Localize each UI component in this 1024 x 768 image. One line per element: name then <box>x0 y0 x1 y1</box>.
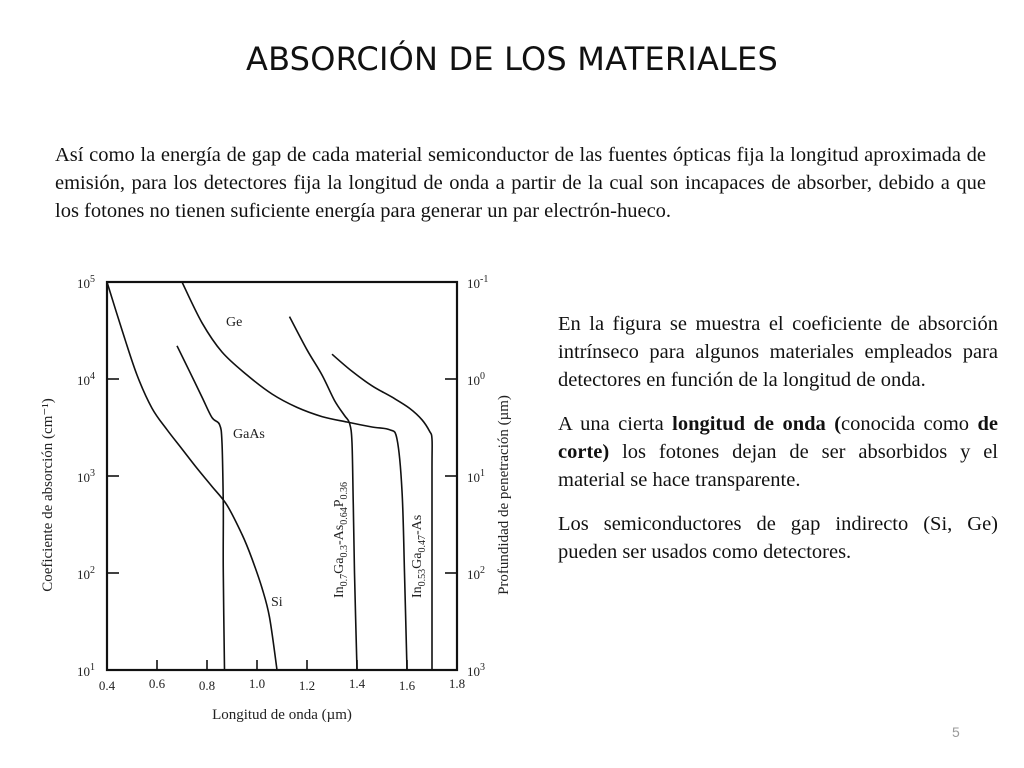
y-axis-label-right: Profundidad de penetración (µm) <box>496 395 512 595</box>
curve-labels <box>226 315 428 610</box>
plot-frame <box>107 282 457 670</box>
indirect-gap-note: Los semiconductores de gap indirecto (Si, Ge) pueden ser usados como detectores. <box>558 513 998 563</box>
bold-wavelength: longitud de onda ( <box>672 413 842 435</box>
label-ge: Ge <box>226 315 243 330</box>
x-tick-label: 1.4 <box>348 676 366 691</box>
x-tick-label: 0.6 <box>148 676 166 691</box>
intro-paragraph: Así como la energía de gap de cada material semiconductor de las fuentes ópticas fija la longitud aproximada de emisión, para los detectores fija la longitud de onda a partir de la cual son incapaces de absorber, debido a que los fotones no tienen suficiente energía para generar un par electrón-hueco. <box>55 144 986 222</box>
y-tick-label-left: $10^2$ <box>77 565 95 582</box>
y-axis-label-left: Coeficiente de absorción (cm⁻¹) <box>40 398 56 592</box>
label-in0-53ga0-47as: $In_{0.53}Ga_{0.47}-As$ <box>410 514 428 598</box>
x-tick-label: 1.2 <box>298 678 316 693</box>
label-in0-7ga0-3as0-64p0-36: $In_{0.7}Ga_{0.3}-As_{0.64}P_{0.36}$ <box>332 481 350 598</box>
y-tick-label-left: $10^4$ <box>77 371 95 388</box>
figure-description: En la figura se muestra el coeficiente de absorción intrínseco para algunos materiales empleados para detectores en función de la longitud de onda. <box>558 313 998 391</box>
x-tick-label: 1.6 <box>398 678 416 693</box>
curve-gaas <box>177 346 225 670</box>
curves <box>107 282 432 670</box>
y-tick-label-right: $10^0$ <box>467 371 485 388</box>
y-tick-label-left: $10^1$ <box>77 662 95 679</box>
x-axis-ticks <box>99 660 465 693</box>
y-tick-label-left: $10^5$ <box>77 274 95 291</box>
cutoff-description: A una cierta longitud de onda (conocida como de corte) los fotones dejan de ser absorbidos y el material se hace transparente. <box>558 413 998 491</box>
y-axis-ticks <box>77 274 488 679</box>
bold-cutoff: de corte) <box>558 413 998 463</box>
label-si: Si <box>271 595 283 610</box>
x-tick-label: 0.4 <box>98 678 116 693</box>
slide-title: ABSORCIÓN DE LOS MATERIALES <box>246 40 778 78</box>
x-tick-label: 1.8 <box>448 676 466 691</box>
x-tick-label: 0.8 <box>198 678 216 693</box>
page-number: 5 <box>952 724 960 740</box>
y-tick-label-left: $10^3$ <box>77 468 95 485</box>
x-axis-label: Longitud de onda (µm) <box>212 707 352 723</box>
y-tick-label-right: $10^3$ <box>467 662 485 679</box>
y-tick-label-right: $10^{-1}$ <box>467 274 489 291</box>
curve-ge <box>182 282 407 670</box>
label-gaas: GaAs <box>233 427 265 442</box>
y-tick-label-right: $10^1$ <box>467 468 485 485</box>
curve-si <box>107 282 277 670</box>
x-tick-label: 1.0 <box>248 676 266 691</box>
y-tick-label-right: $10^2$ <box>467 565 485 582</box>
